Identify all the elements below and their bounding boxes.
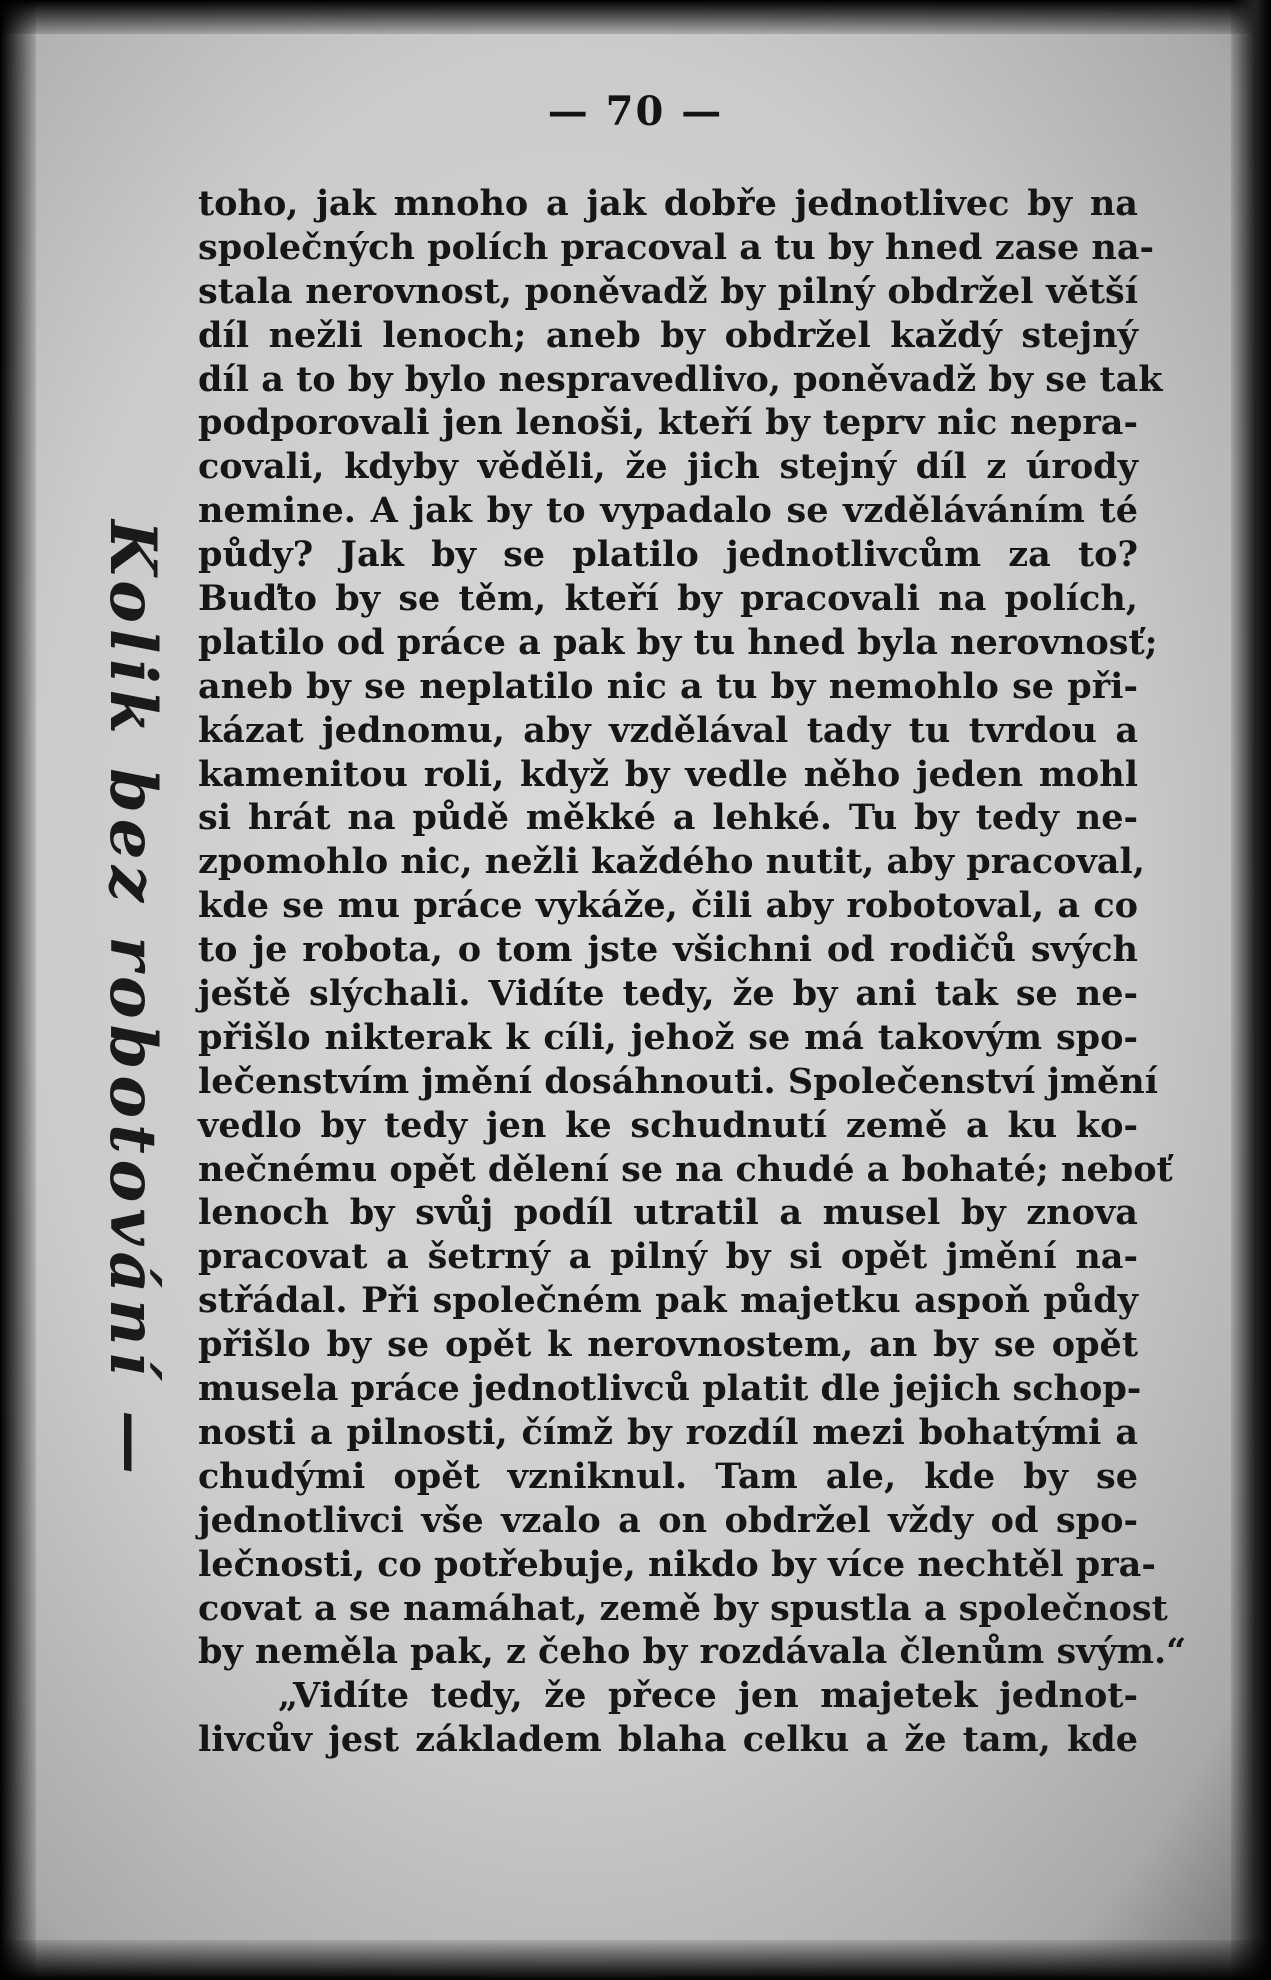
text-line: livcův jest základem blaha celku a že tam, kde [198,1719,1138,1761]
text-line: si hrát na půdě měkké a lehké. Tu by tedy ne- [198,797,1138,839]
text-line: lečenstvím jmění dosáhnouti. Společenství jmění [198,1060,1159,1102]
text-line: střádal. Při společném pak majetku aspoň půdy [198,1280,1138,1322]
text-line: covat a se namáhat, země by spustla a společnost [198,1587,1168,1629]
text-line: díl nežli lenoch; aneb by obdržel každý stejný [198,314,1138,356]
text-line: vedlo by tedy jen ke schudnutí země a ku ko- [198,1104,1138,1146]
text-line: zpomohlo nic, nežli každého nutit, aby pracoval, [198,841,1145,883]
text-line: ještě slýchali. Vidíte tedy, že by ani tak se ne- [198,973,1138,1015]
body-text [198,182,1187,1762]
text-line: lenoch by svůj podíl utratil a musel by znova [198,1192,1138,1234]
scan-border-top [0,0,1271,34]
handwritten-margin-note [60,520,170,1481]
text-line: půdy? Jak by se platilo jednotlivcům za to? [198,534,1138,576]
text-line: kde se mu práce vykáže, čili aby robotoval, a co [198,885,1138,927]
text-line: nemine. A jak by to vypadalo se vzděláváním té [198,490,1138,532]
text-line: covali, kdyby věděli, že jich stejný díl z úrody [198,446,1138,488]
margin-note-text: Kolik bez robotování — [95,520,170,1481]
text-line: aneb by se neplatilo nic a tu by nemohlo se při- [198,665,1138,707]
text-line: to je robota, o tom jste všichni od rodičů svých [198,929,1138,971]
scan-border-left [0,0,36,1980]
text-line: pracovat a šetrný a pilný by si opět jmění na- [198,1236,1138,1278]
text-line: „Vidíte tedy, že přece jen majetek jednot- [278,1675,1138,1717]
text-line: Buďto by se těm, kteří by pracovali na polích, [198,578,1138,620]
text-line: kázat jednomu, aby vzdělával tady tu tvrdou a [198,709,1138,751]
text-line: přišlo nikterak k cíli, jehož se má takovým spo- [198,1016,1138,1058]
text-line: přišlo by se opět k nerovnostem, an by se opět [198,1324,1138,1366]
text-line: kamenitou roli, když by vedle něho jeden mohl [198,753,1138,795]
text-line: chudými opět vzniknul. Tam ale, kde by se [198,1455,1138,1497]
text-line: jednotlivci vše vzalo a on obdržel vždy od spo- [198,1499,1138,1541]
text-line: díl a to by bylo nespravedlivo, poněvadž by se tak [198,358,1163,400]
text-line: musela práce jednotlivců platit dle jejich schop- [198,1368,1142,1410]
scan-border-bottom [0,1940,1271,1980]
text-line: toho, jak mnoho a jak dobře jednotlivec by na [198,183,1138,224]
text-line: podporovali jen lenoši, kteří by teprv nic nepra- [198,402,1138,444]
scan-border-right [1231,0,1271,1980]
text-line: nečnému opět dělení se na chudé a bohaté; neboť [198,1148,1173,1190]
text-line: platilo od práce a pak by tu hned byla nerovnosť; [198,621,1158,663]
text-line: stala nerovnost, poněvadž by pilný obdržel větší [198,270,1138,312]
text-line: lečnosti, co potřebuje, nikdo by více nechtěl pra- [198,1543,1156,1585]
page-number: — 70 — [547,88,724,135]
text-line: společných polích pracoval a tu by hned zase na- [198,226,1155,268]
text-line: by neměla pak, z čeho by rozdávala členům svým.“ [198,1631,1187,1673]
text-line: nosti a pilnosti, čímž by rozdíl mezi bohatými a [198,1411,1138,1453]
